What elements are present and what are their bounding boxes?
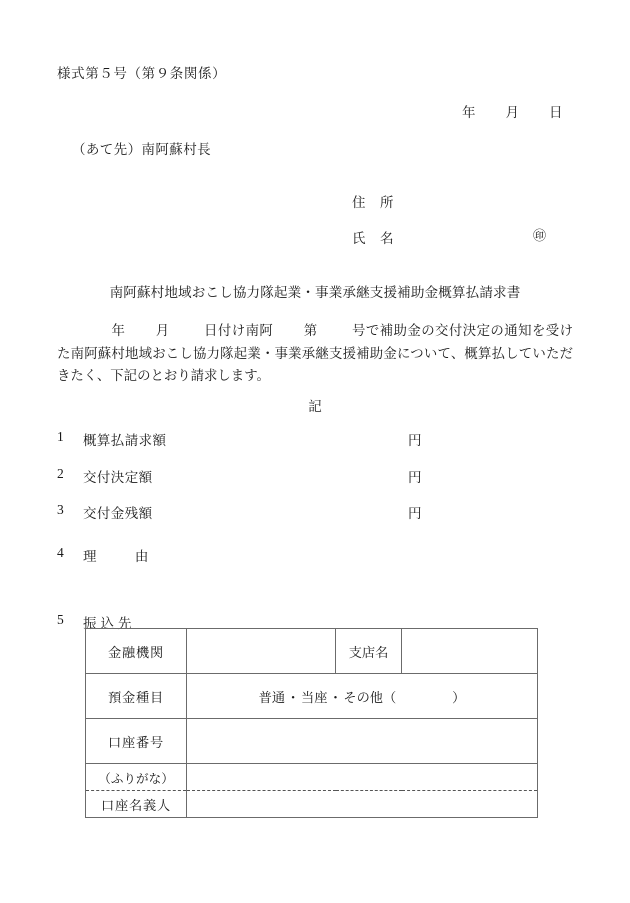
deposit-type-label-cell: 預金種目	[86, 674, 187, 719]
item-number: 1	[57, 429, 64, 444]
item-label: 交付金残額	[83, 506, 153, 521]
item-label: 概算払請求額	[83, 433, 167, 448]
institution-label-cell: 金融機関	[86, 629, 187, 674]
table-row-institution	[86, 629, 538, 674]
date-month-label: 月	[505, 105, 519, 120]
item-label-part-a: 理	[83, 549, 97, 564]
date-year-label: 年	[462, 105, 476, 120]
branch-label-cell: 支店名	[336, 629, 402, 674]
account-number-value-cell[interactable]	[187, 719, 538, 764]
date-line	[462, 101, 563, 121]
deposit-option-ordinary[interactable]: 普通	[258, 689, 286, 705]
deposit-type-options-cell[interactable]: 普通・当座・その他（ ）	[187, 674, 538, 719]
body-number-label: 第	[303, 323, 318, 338]
item-currency-unit: 円	[408, 470, 422, 485]
furigana-value-cell[interactable]	[187, 764, 538, 791]
body-paragraph	[57, 320, 573, 388]
applicant-block	[352, 191, 552, 263]
body-year-label: 年	[111, 323, 126, 338]
applicant-name-row	[352, 227, 552, 263]
addressee: （あて先）南阿蘇村長	[72, 142, 211, 157]
document-title: 南阿蘇村地域おこし協力隊起業・事業承継支援補助金概算払請求書	[109, 285, 521, 300]
account-holder-label-cell: 口座名義人	[86, 791, 187, 818]
body-line1-tail: 号で補助金の交付決定の通知を受け	[351, 323, 574, 338]
table-row-deposit-type	[86, 674, 538, 719]
item-number: 4	[57, 545, 64, 560]
bank-account-table	[85, 628, 538, 818]
table-row-account-holder	[86, 791, 538, 818]
deposit-option-other[interactable]: その他（	[343, 689, 397, 705]
applicant-name-label: 氏 名	[352, 231, 394, 246]
applicant-address-label: 住 所	[352, 195, 394, 210]
body-day-text: 日付け南阿	[203, 323, 274, 338]
applicant-address-row	[352, 191, 552, 227]
body-line2: た南阿蘇村地域おこし協力隊起業・事業承継支援補助金について、概算払していた	[57, 345, 560, 361]
item-number: 3	[57, 502, 64, 517]
item-label: 交付決定額	[83, 470, 153, 485]
date-day-label: 日	[549, 105, 563, 120]
form-number: 様式第５号（第９条関係）	[57, 66, 227, 81]
deposit-option-current[interactable]: 当座	[301, 689, 328, 705]
body-line3: だきたく、下記のとおり請求します。	[57, 345, 573, 383]
account-holder-value-cell[interactable]	[187, 791, 538, 818]
account-number-label-cell: 口座番号	[86, 719, 187, 764]
table-row-furigana	[86, 764, 538, 791]
body-month-label: 月	[155, 323, 170, 338]
furigana-label-cell: （ふりがな）	[86, 764, 187, 791]
deposit-option-other-close: ）	[452, 689, 466, 705]
table-row-account-number	[86, 719, 538, 764]
ki-mark: 記	[308, 399, 322, 414]
item-label-part-b: 由	[134, 549, 149, 564]
item-number: 5	[57, 612, 64, 627]
item-label: 振込先	[83, 616, 136, 631]
item-number: 2	[57, 466, 64, 481]
item-label	[83, 545, 149, 565]
branch-value-cell[interactable]	[402, 629, 538, 674]
institution-value-cell[interactable]	[187, 629, 336, 674]
item-currency-unit: 円	[408, 506, 422, 521]
seal-icon: ㊞	[533, 228, 547, 243]
item-currency-unit: 円	[408, 433, 422, 448]
